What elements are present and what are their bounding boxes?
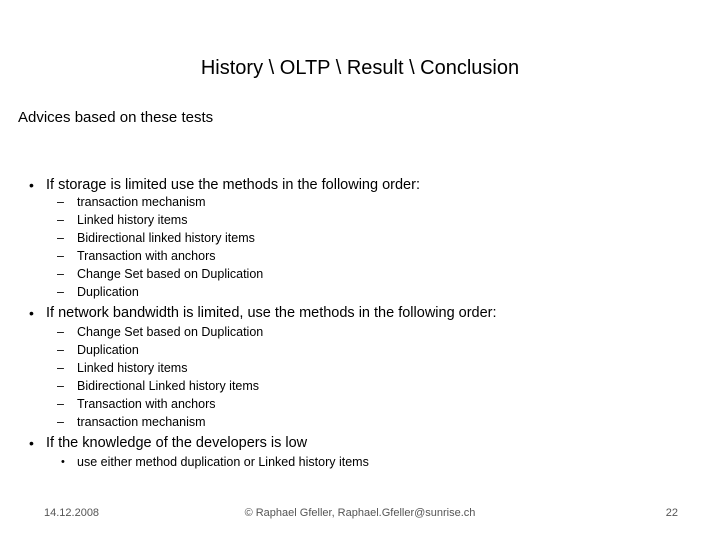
bullet-marker: • <box>29 305 34 321</box>
bullet-storage-limited: If storage is limited use the methods in the following order: <box>46 177 420 193</box>
sub-bullet-recommendation: use either method duplication or Linked history items <box>77 455 369 469</box>
bullet-bandwidth-limited: If network bandwidth is limited, use the methods in the following order: <box>46 305 497 321</box>
sub-bullet-marker: • <box>61 456 65 468</box>
slide-subtitle: Advices based on these tests <box>18 109 214 126</box>
bullet-marker: • <box>29 435 34 451</box>
footer-date: 14.12.2008 <box>44 507 100 519</box>
bullet-developer-knowledge: If the knowledge of the developers is low <box>46 435 308 451</box>
slide-title: History \ OLTP \ Result \ Conclusion <box>200 57 520 79</box>
bullet-marker: • <box>29 177 34 193</box>
footer-author: © Raphael Gfeller, Raphael.Gfeller@sunrise.ch <box>244 507 476 519</box>
page-number: 22 <box>665 507 678 519</box>
